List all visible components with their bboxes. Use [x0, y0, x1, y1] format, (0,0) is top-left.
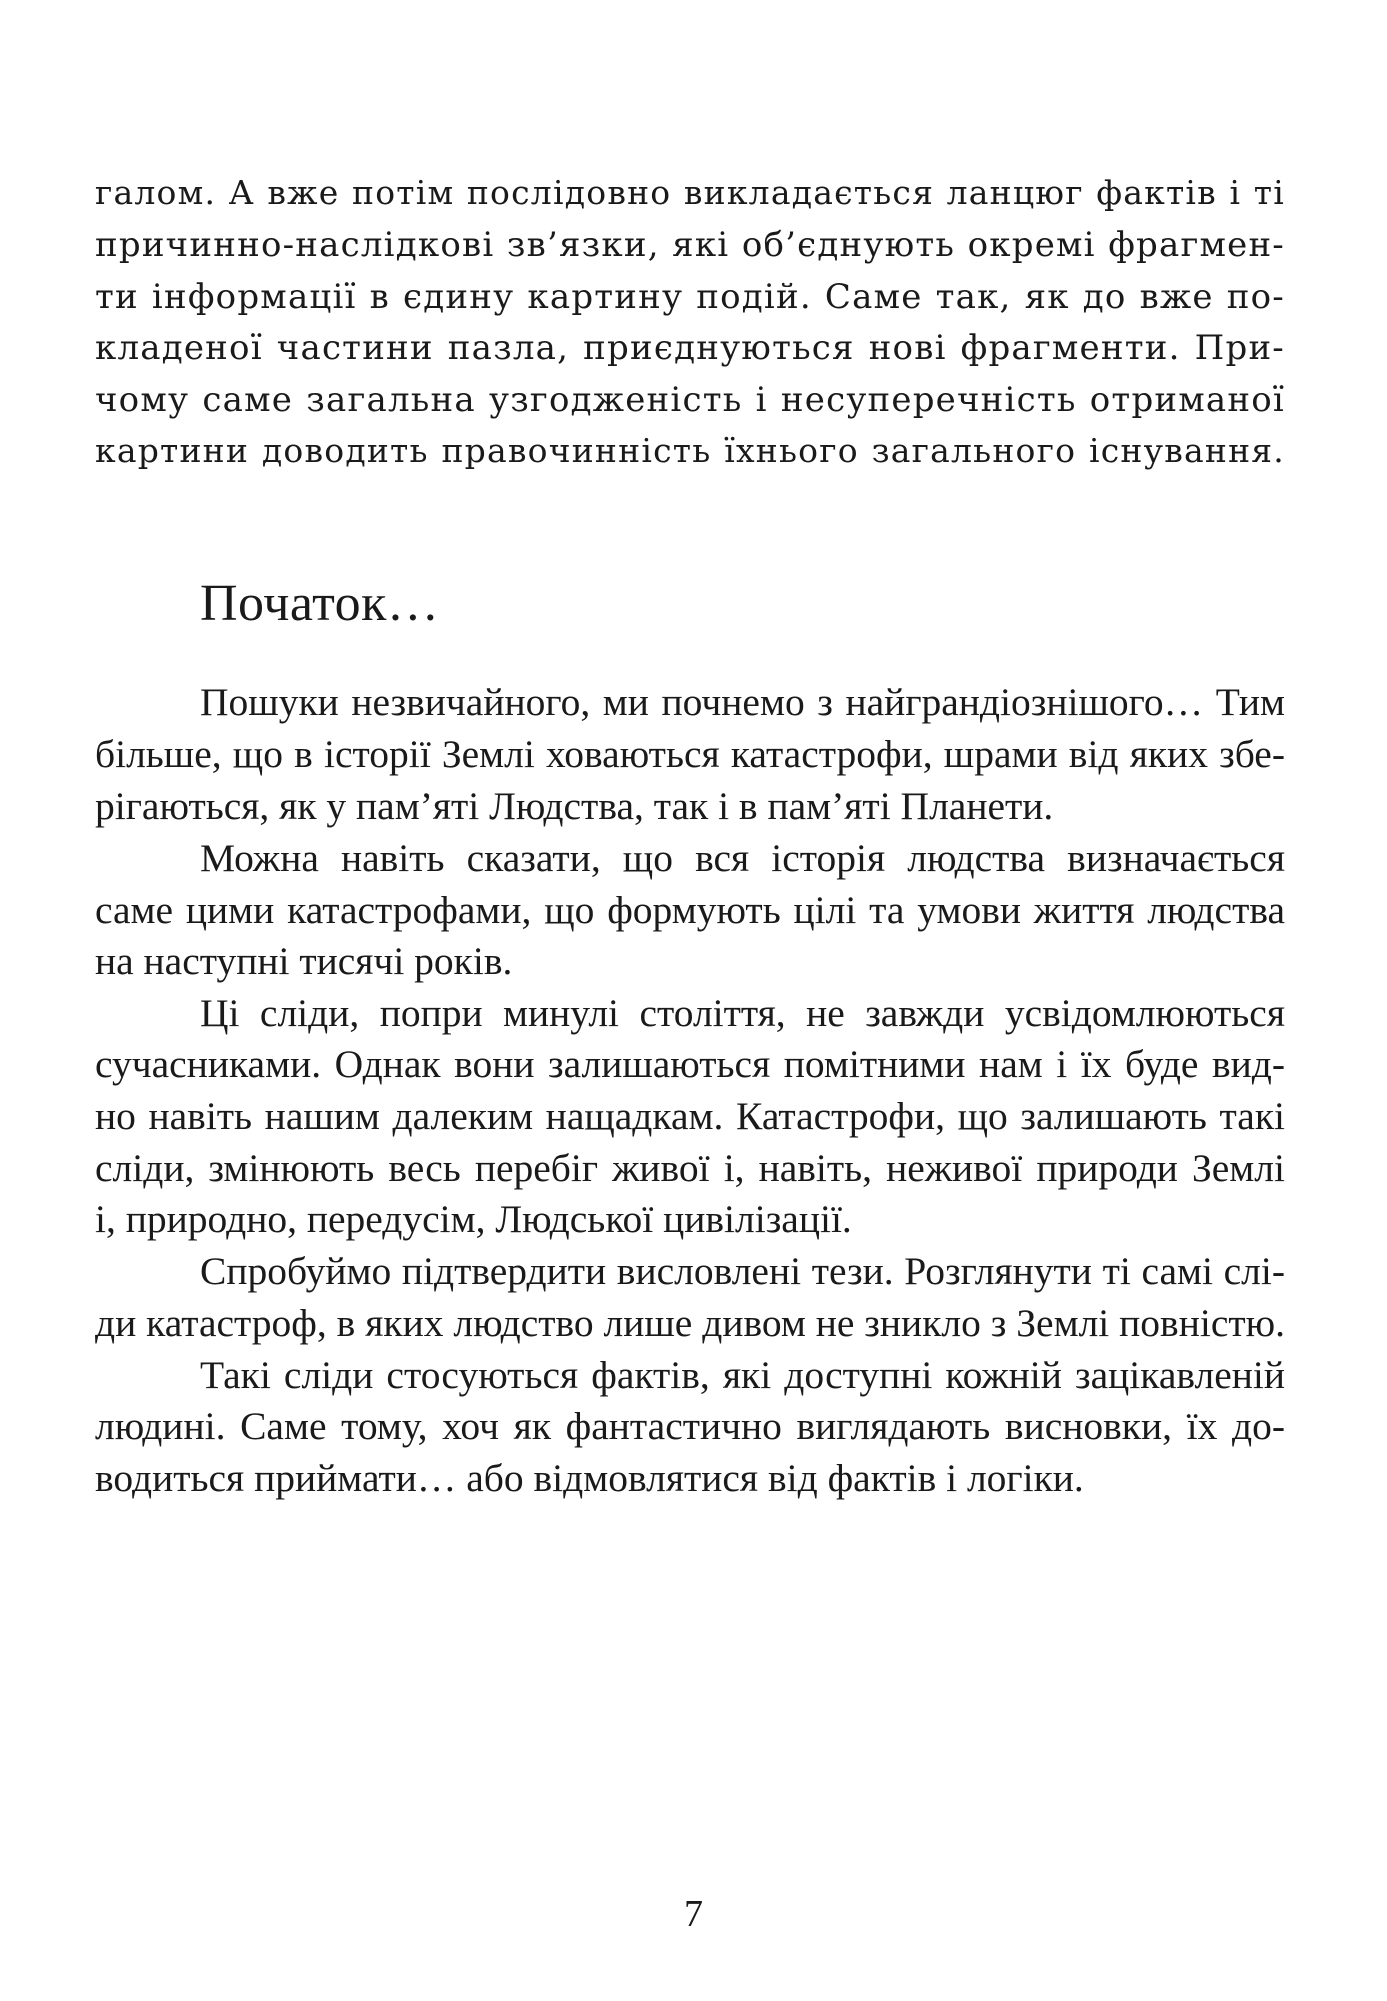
- text-line: чому саме загальна узгодженість і несуперечність отриманої: [95, 380, 1285, 420]
- text-line: більше, що в історії Землі ховаються катастрофи, шрами від яких збе-: [95, 732, 1285, 776]
- text-line: ди катастроф, в яких людство лише дивом не зникло з Землі повністю.: [95, 1301, 1285, 1345]
- text-line: на наступні тисячі років.: [95, 939, 513, 983]
- text-line: рігаються, як у пам’яті Людства, так і в пам’яті Планети.: [95, 784, 1054, 828]
- text-line: кладеної частини пазла, приєднуються нові фрагменти. При-: [95, 328, 1285, 368]
- text-line: Спробуймо підтвердити висловлені тези. Розглянути ті самі слі-: [200, 1249, 1285, 1293]
- text-line: но навіть нашим далеким нащадкам. Катастрофи, що залишають такі: [95, 1094, 1285, 1138]
- page-number: 7: [684, 1893, 703, 1935]
- text-line: саме цими катастрофами, що формують цілі та умови життя людства: [95, 888, 1285, 932]
- text-line: людині. Саме тому, хоч як фантастично виглядають висновки, їх до-: [95, 1404, 1285, 1448]
- text-line: водиться приймати… або відмовлятися від фактів і логіки.: [95, 1456, 1084, 1500]
- text-line: Пошуки незвичайного, ми почнемо з найграндіознішого… Тим: [200, 680, 1285, 724]
- text-line: ти інформації в єдину картину подій. Саме так, як до вже по-: [95, 277, 1285, 317]
- text-line: картини доводить правочинність їхнього загального існування.: [95, 431, 1285, 470]
- text-line: Ці сліди, попри минулі століття, не завжди усвідомлюються: [200, 991, 1285, 1035]
- text-line: причинно-наслідкові зв’язки, які об’єднують окремі фрагмен-: [95, 225, 1285, 265]
- section-heading: Початок…: [200, 575, 440, 632]
- text-line: галом. А вже потім послідовно викладається ланцюг фактів і ті: [95, 173, 1285, 212]
- text-line: і, природно, передусім, Людської цивілізації.: [95, 1197, 852, 1241]
- text-line: сліди, змінюють весь перебіг живої і, навіть, неживої природи Землі: [95, 1146, 1285, 1190]
- text-line: Такі сліди стосуються фактів, які доступні кожній зацікавленій: [200, 1353, 1285, 1397]
- text-line: Можна навіть сказати, що вся історія людства визначається: [200, 836, 1285, 880]
- text-line: сучасниками. Однак вони залишаються помітними нам і їх буде вид-: [95, 1042, 1285, 1086]
